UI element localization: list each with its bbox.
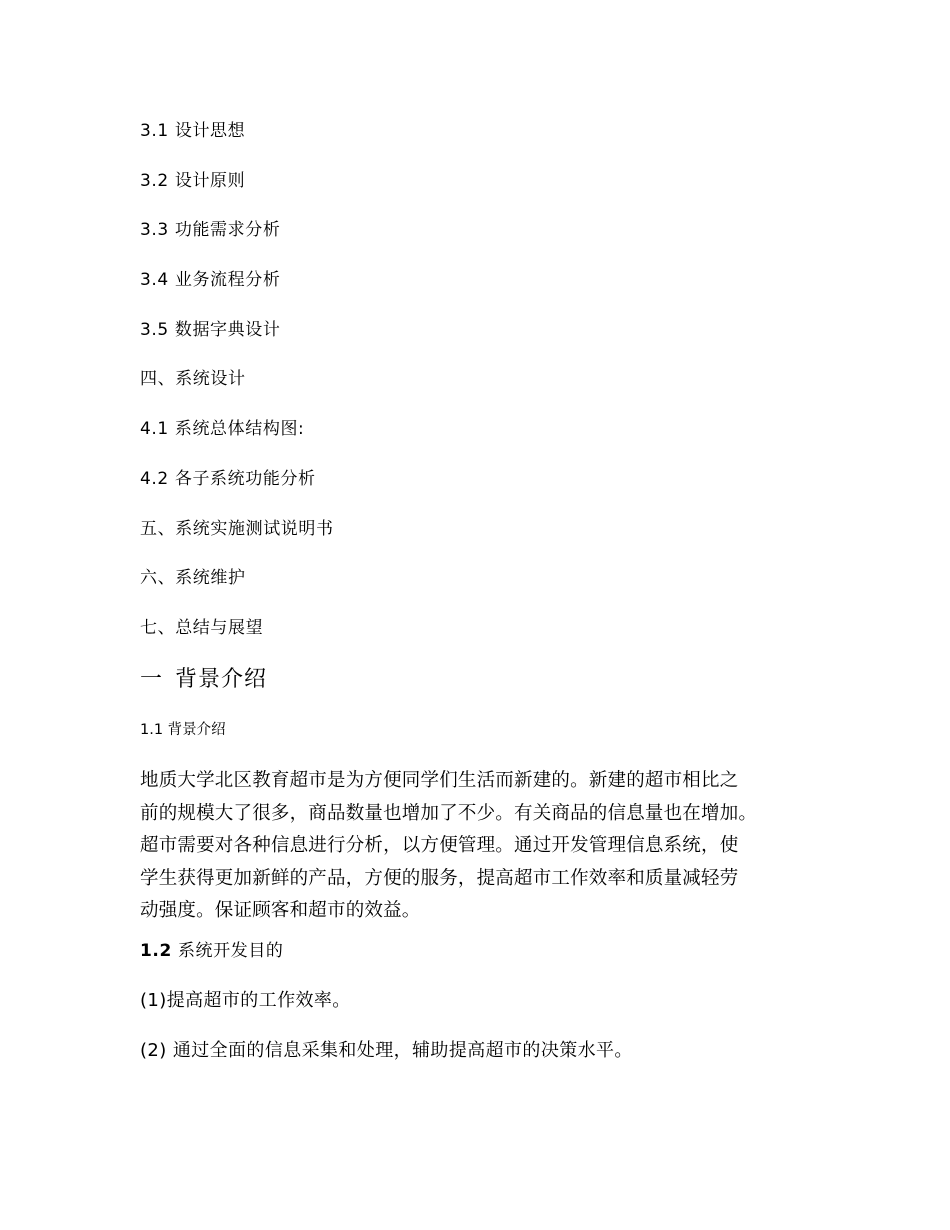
purpose-item: (2) 通过全面的信息采集和处理，辅助提高超市的决策水平。: [140, 1040, 633, 1061]
table-of-contents: [140, 118, 334, 665]
background-paragraph: [140, 765, 830, 928]
purpose-number: 1.2: [140, 941, 172, 961]
paragraph-line: 超市需要对各种信息进行分析，以方便管理。通过开发管理信息系统，使: [140, 835, 739, 857]
toc-item: 4.2 各子系统功能分析: [140, 468, 316, 489]
paragraph-line: 前的规模大了很多，商品数量也增加了不少。有关商品的信息量也在增加。: [140, 802, 758, 824]
toc-item: 3.1 设计思想: [140, 121, 246, 141]
purpose-heading: [140, 937, 284, 965]
subsection-heading: 1.1 背景介绍: [140, 722, 226, 738]
toc-item: 3.3 功能需求分析: [140, 220, 281, 241]
toc-item: 3.2 设计原则: [140, 170, 246, 191]
toc-item: 六、系统维护: [140, 568, 246, 589]
toc-item: 四、系统设计: [140, 369, 246, 390]
section-title: 背景介绍: [175, 667, 268, 692]
paragraph-line: 动强度。保证顾客和超市的效益。: [140, 900, 421, 922]
purpose-item: (1)提高超市的工作效率。: [140, 990, 351, 1011]
paragraph-line: 地质大学北区教育超市是为方便同学们生活而新建的。新建的超市相比之: [140, 770, 739, 791]
toc-item: 五、系统实施测试说明书: [140, 518, 334, 539]
section-number: 一: [140, 667, 164, 692]
purpose-title: 系统开发目的: [177, 941, 284, 961]
toc-item: 3.5 数据字典设计: [140, 319, 281, 340]
paragraph-line: 学生获得更加新鲜的产品，方便的服务，提高超市工作效率和质量减轻劳: [140, 867, 739, 889]
toc-item: 4.1 系统总体结构图:: [140, 419, 305, 440]
section-heading: [140, 665, 267, 695]
toc-item: 七、总结与展望: [140, 617, 264, 638]
toc-item: 3.4 业务流程分析: [140, 270, 281, 291]
